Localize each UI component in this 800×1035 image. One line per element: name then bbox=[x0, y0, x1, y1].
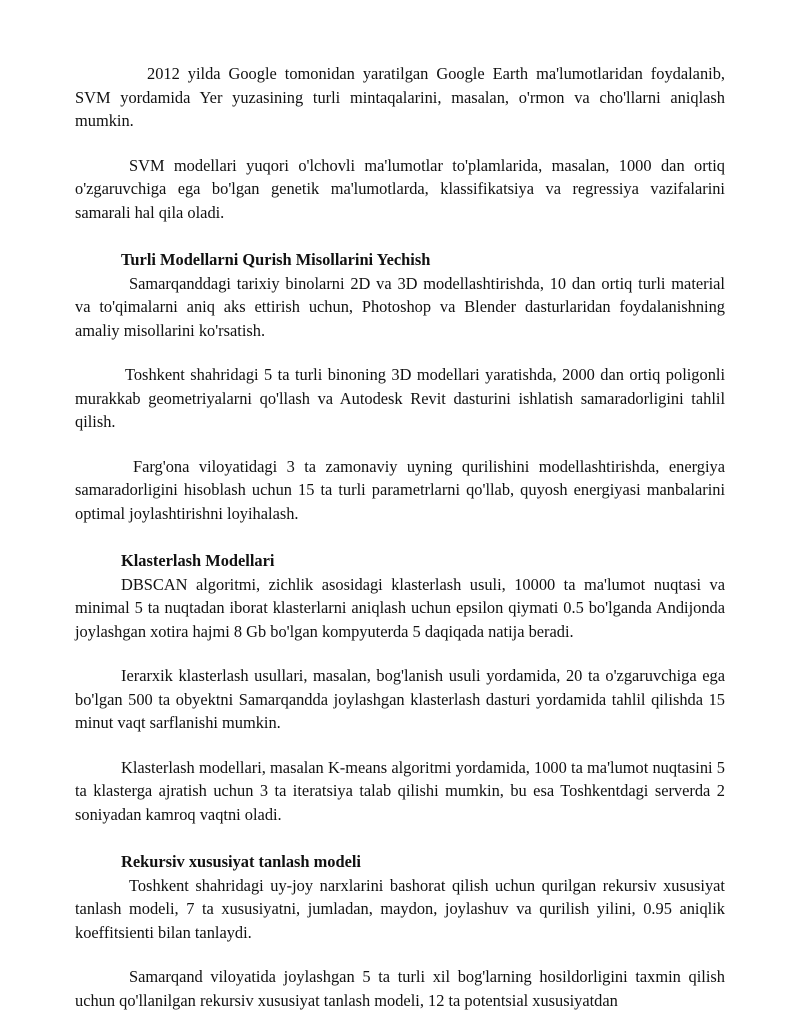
section-heading-models: Turli Modellarni Qurish Misollarini Yechish bbox=[121, 250, 431, 269]
paragraph-google-earth-svm: 2012 yilda Google tomonidan yaratilgan Google Earth ma'lumotlaridan foydalanib, SVM yordamida Yer yuzasining turli mintaqalarini, masalan, o'rmon va cho'llarni aniqlash mumkin. bbox=[75, 64, 725, 130]
paragraph-samarkand-modeling: Samarqanddagi tarixiy binolarni 2D va 3D modellashtirishda, 10 dan ortiq turli material va to'qimalarni aniq aks ettirish uchun, Photoshop va Blender dasturlaridan foydalanishning amaliy misollarini ko'rsatish. bbox=[75, 273, 725, 340]
section-heading-clustering: Klasterlash Modellari bbox=[121, 551, 275, 570]
section-heading-recursive: Rekursiv xususiyat tanlash modeli bbox=[121, 852, 361, 871]
paragraph-kmeans: Klasterlash modellari, masalan K-means algoritmi yordamida, 1000 ta ma'lumot nuqtasini 5 ta klasterga ajratish uchun 3 ta iteratsiya talab qilishi mumkin, bu esa Toshkentdagi serverda 2 soniyadan kamroq vaqtni oladi. bbox=[75, 757, 725, 824]
paragraph-hierarchical: Ierarxik klasterlash usullari, masalan, bog'lanish usuli yordamida, 20 ta o'zgaruvchiga ega bo'lgan 500 ta obyektni Samarqandda joylashgan klasterlash dasturi yordamida tahlil qilishda 15 minut vaqt sarflanishi mumkin. bbox=[75, 666, 725, 732]
paragraph-tashkent-3d: Toshkent shahridagi 5 ta turli binoning 3D modellari yaratishda, 2000 dan ortiq poligonli murakkab geometriyalarni qo'llash va Autodesk Revit dasturini ishlatish samaradorligini tahlil qilish. bbox=[75, 365, 725, 431]
document-page bbox=[75, 62, 725, 1012]
paragraph-svm-high-dimensional: SVM modellari yuqori o'lchovli ma'lumotlar to'plamlarida, masalan, 1000 dan ortiq o'zgaruvchiga ega bo'lgan genetik ma'lumotlarda, klassifikatsiya va regressiya vazifalarini samarali hal qila oladi. bbox=[75, 155, 725, 222]
paragraph-fergana-energy: Farg'ona viloyatidagi 3 ta zamonaviy uyning qurilishini modellashtirishda, energiya samaradorligini hisoblash uchun 15 ta turli parametrlarni qo'llab, quyosh energiyasi manbalarini optimal joylashtirishni loyihalash. bbox=[75, 456, 725, 523]
paragraph-samarkand-gardens: Samarqand viloyatida joylashgan 5 ta turli xil bog'larning hosildorligini taxmin qilish uchun qo'llanilgan rekursiv xususiyat tanlash modeli, 12 ta potentsial xususiyatdan bbox=[75, 967, 725, 1010]
paragraph-tashkent-housing: Toshkent shahridagi uy-joy narxlarini bashorat qilish uchun qurilgan rekursiv xususiyat tanlash modeli, 7 ta xususiyatni, jumladan, maydon, joylashuv va qurilish yilini, 0.95 aniqlik koeffitsienti bilan tanlaydi. bbox=[75, 875, 725, 942]
paragraph-dbscan: DBSCAN algoritmi, zichlik asosidagi klasterlash usuli, 10000 ta ma'lumot nuqtasi va minimal 5 ta nuqtadan iborat klasterlarni aniqlash uchun epsilon qiymati 0.5 bo'lganda Andijonda joylashgan xotira hajmi 8 Gb bo'lgan kompyuterda 5 daqiqada natija beradi. bbox=[75, 574, 725, 641]
